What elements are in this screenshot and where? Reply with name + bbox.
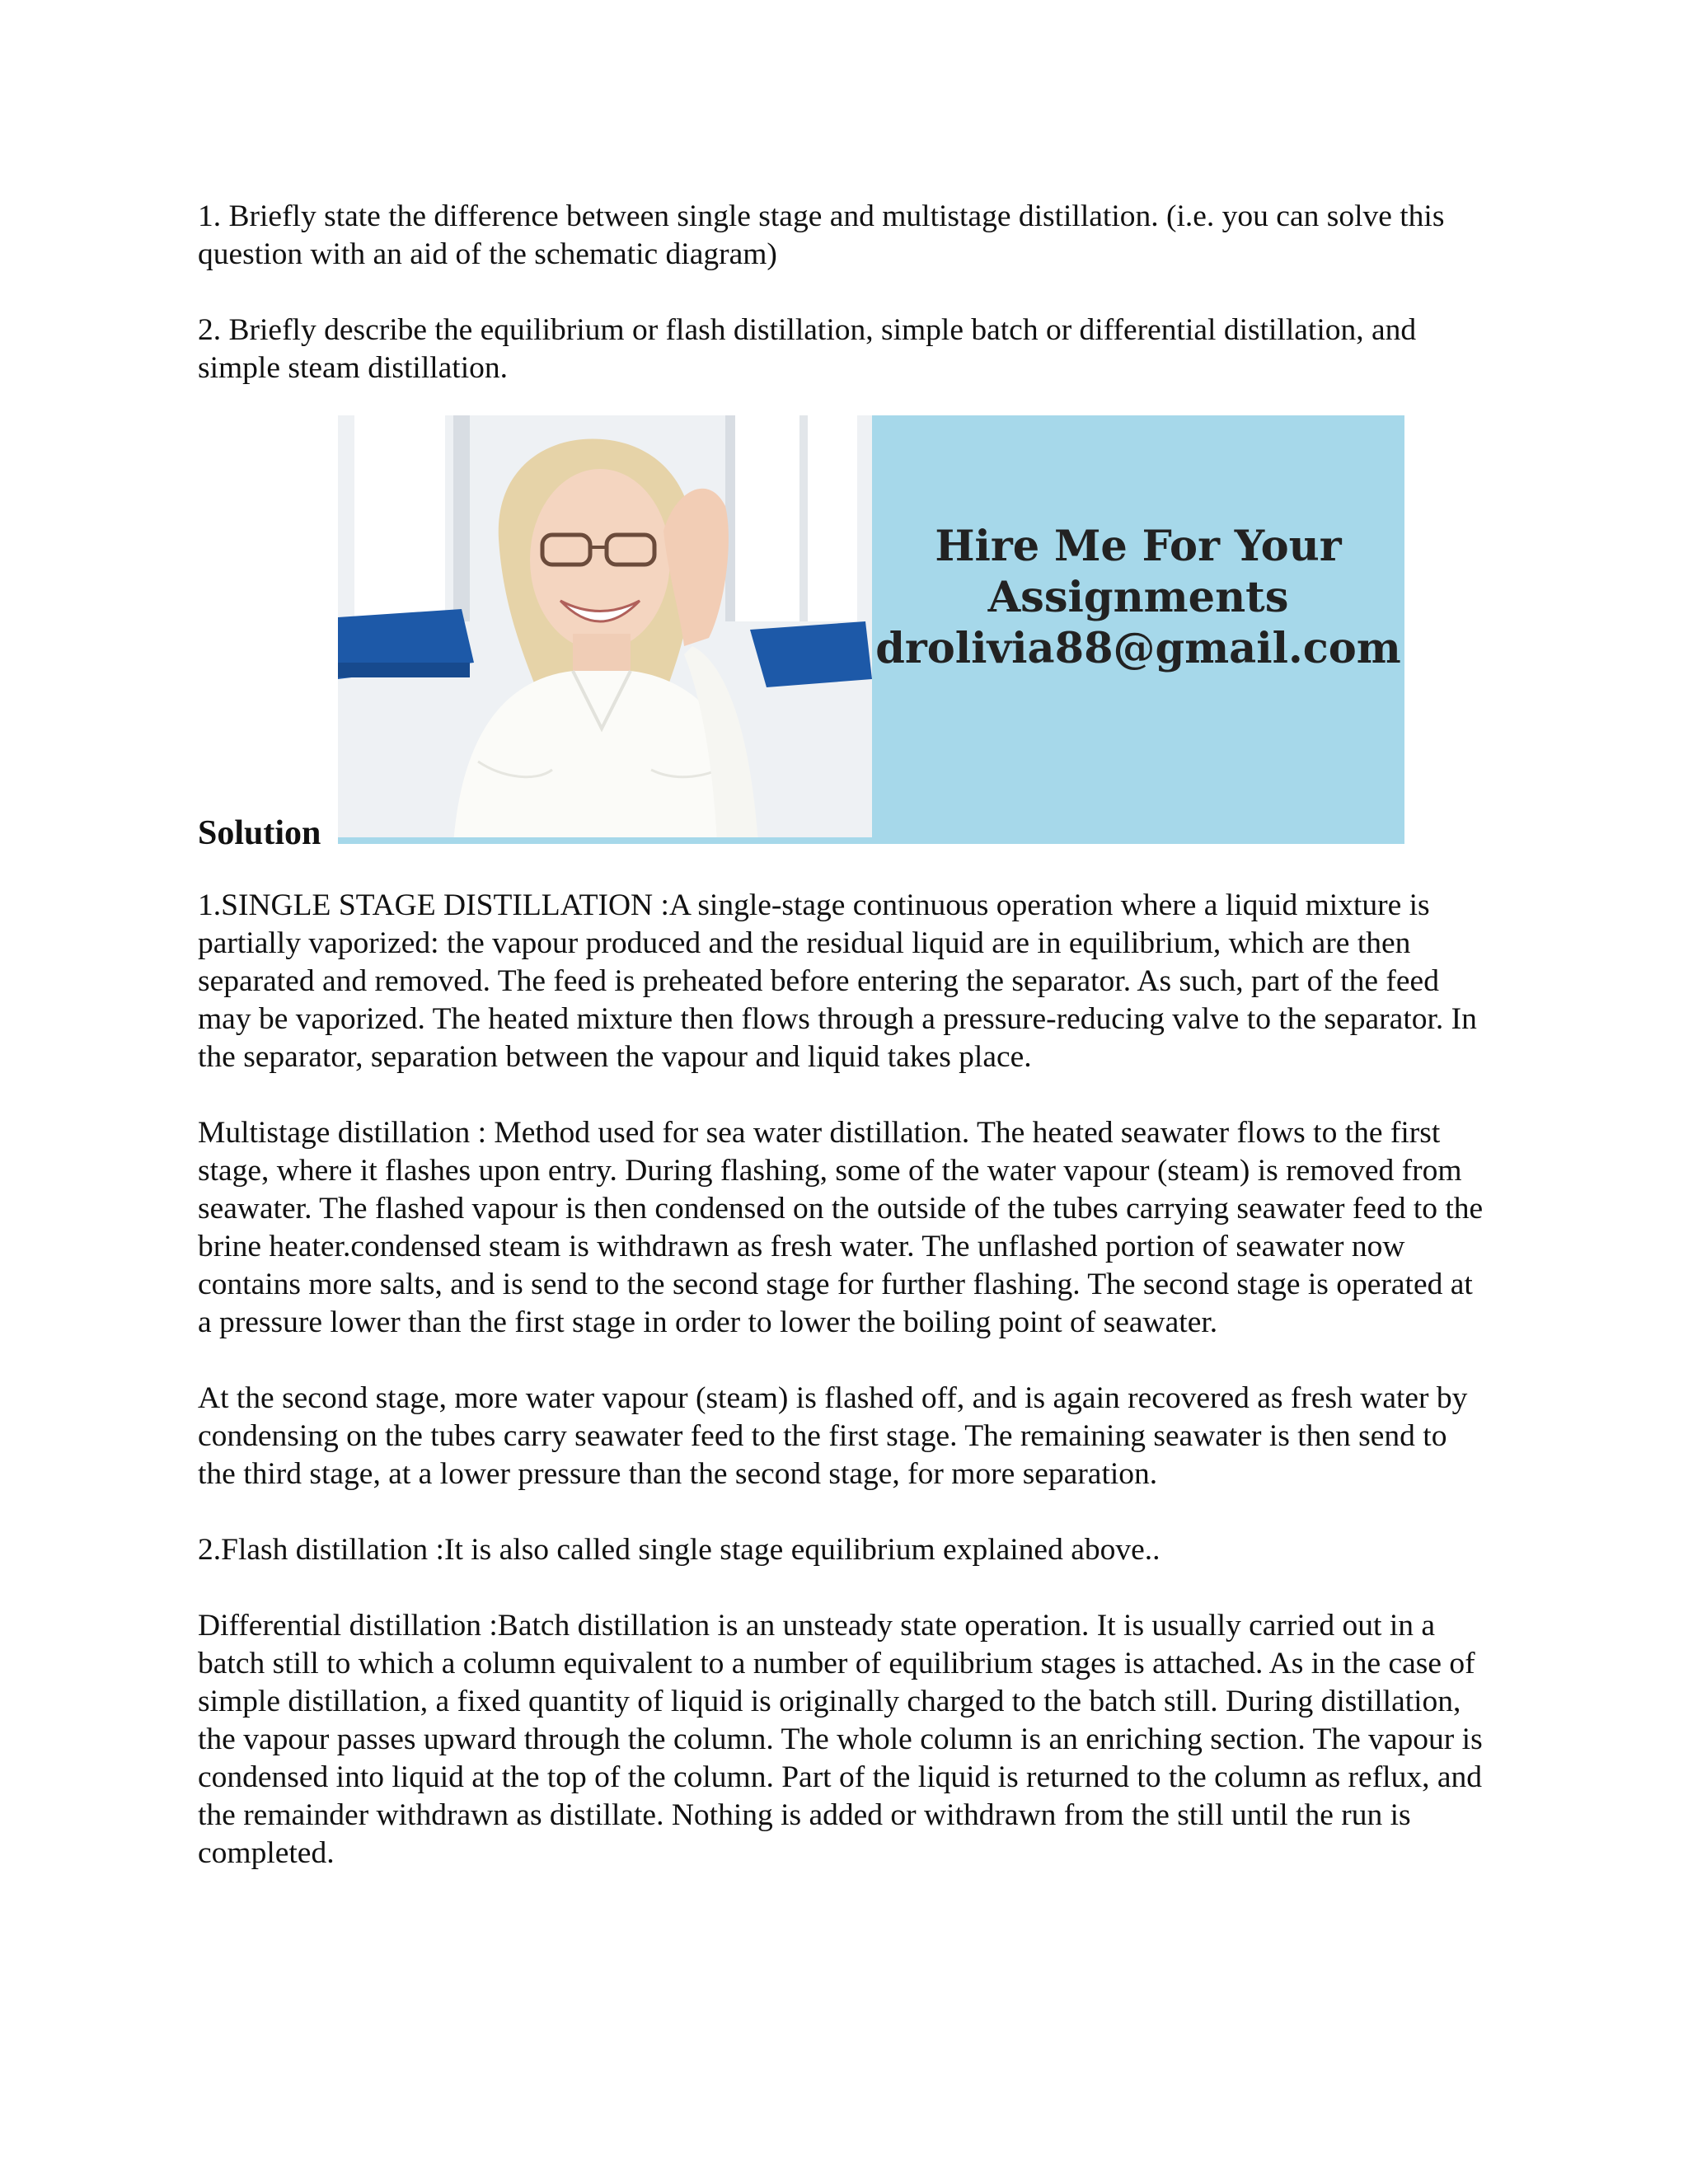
banner-ad-text bbox=[872, 521, 1404, 674]
paragraph-single-stage: 1.SINGLE STAGE DISTILLATION :A single-stage continuous operation where a liquid mixture is partially vaporized: the vapour produced and the residual liquid are in equilibrium, which are then separated and removed. The feed is preheated before entering the separator. As such, part of the feed may be vaporized. The heated mixture then flows through a pressure-reducing valve to the separator. In the separator, separation between the vapour and liquid takes place. bbox=[198, 888, 1477, 1074]
woman-with-glasses-illustration bbox=[338, 415, 872, 844]
question-1: 1. Briefly state the difference between single stage and multistage distillation. (i.e. you can solve this question with an aid of the schematic diagram) bbox=[198, 199, 1445, 271]
banner-headline-2: Assignments bbox=[987, 573, 1289, 622]
banner-ad-panel bbox=[872, 415, 1404, 844]
solution-heading: Solution bbox=[198, 814, 321, 852]
paragraph-multistage: Multistage distillation : Method used for sea water distillation. The heated seawater flows to the first stage, where it flashes upon entry. During flashing, some of the water vapour (steam) is removed from seawater. The flashed vapour is then condensed on the outside of the tubes carrying seawater feed to the brine heater.condensed steam is withdrawn as fresh water. The unflashed portion of seawater now contains more salts, and is send to the second stage for further flashing. The second stage is operated at a pressure lower than the first stage in order to lower the boiling point of seawater. bbox=[198, 1116, 1484, 1339]
banner-photo bbox=[338, 415, 872, 844]
solution-body bbox=[198, 887, 1484, 1872]
paragraph-differential-distillation: Differential distillation :Batch distillation is an unsteady state operation. It is usually carried out in a batch still to which a column equivalent to a number of equilibrium stages is attached. As in the case of simple distillation, a fixed quantity of liquid is originally charged to the batch still. During distillation, the vapour passes upward through the column. The whole column is an enriching section. The vapour is condensed into liquid at the top of the column. Part of the liquid is returned to the column as reflux, and the remainder withdrawn as distillate. Nothing is added or withdrawn from the still until the run is completed. bbox=[198, 1609, 1483, 1870]
solution-banner-row bbox=[198, 415, 1484, 852]
banner-email: drolivia88@gmail.com bbox=[875, 624, 1401, 673]
document-page bbox=[198, 198, 1484, 1872]
advertisement-banner bbox=[338, 415, 1404, 844]
paragraph-flash-distillation: 2.Flash distillation :It is also called single stage equilibrium explained above.. bbox=[198, 1533, 1160, 1567]
banner-headline-1: Hire Me For Your bbox=[935, 522, 1342, 571]
question-2: 2. Briefly describe the equilibrium or flash distillation, simple batch or differential distillation, and simple steam distillation. bbox=[198, 313, 1417, 385]
paragraph-second-stage: At the second stage, more water vapour (steam) is flashed off, and is again recovered as fresh water by condensing on the tubes carry seawater feed to the first stage. The remaining seawater is then send to the third stage, at a lower pressure than the second stage, for more separation. bbox=[198, 1381, 1468, 1491]
